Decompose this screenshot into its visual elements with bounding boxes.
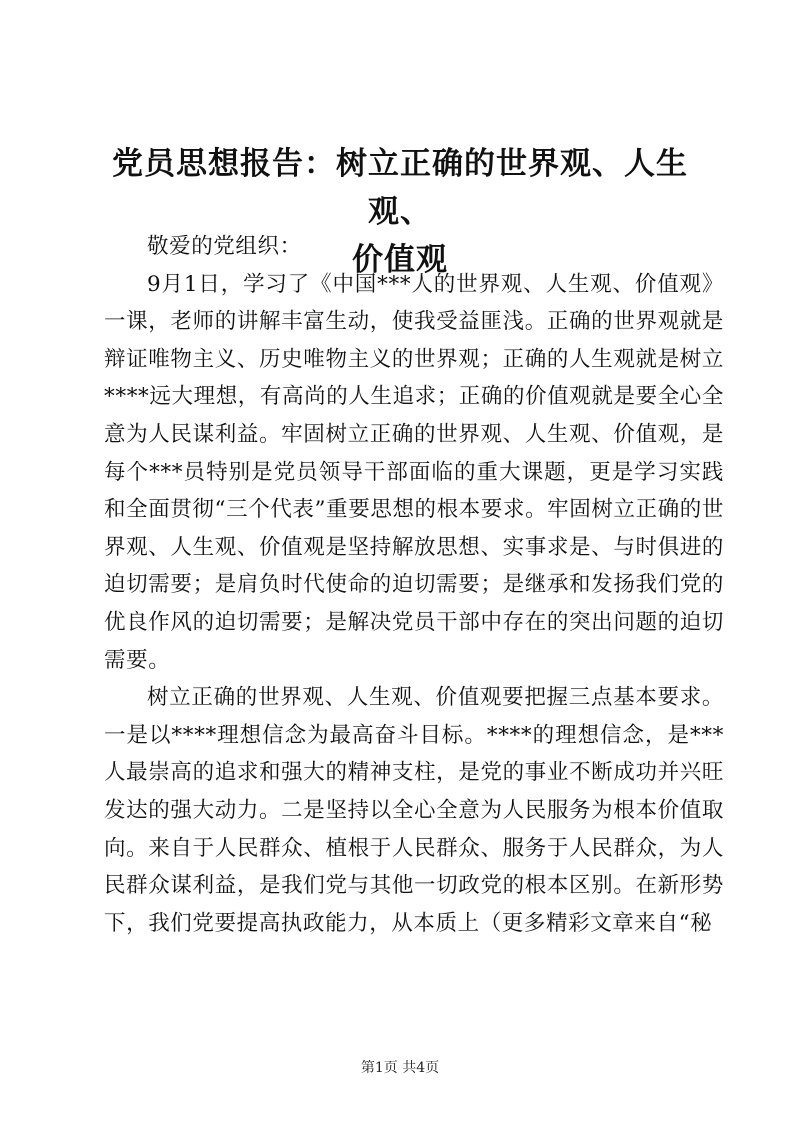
paragraph-2: 树立正确的世界观、人生观、价值观要把握三点基本要求。一是以****理想信念为最高奋斗目标。****的理想信念，是***人最崇高的追求和强大的精神支柱，是党的事业不断成功并兴旺发达的强大动力。二是坚持以全心全意为人民服务为根本价值取向。来自于人民群众、植根于人民群众、服务于人民群众，为人民群众谋利益，是我们党与其他一切政党的根本区别。在新形势下，我们党要提高执政能力，从本质上（更多精彩文章来自“秘: [104, 685, 724, 936]
salutation: 敬爱的党组织：: [147, 234, 302, 259]
title-line-1: 党员思想报告：树立正确的世界观、人生观、: [112, 146, 688, 230]
title-line-2: 价值观: [352, 242, 448, 278]
page-footer: 第1页 共4页: [360, 1060, 440, 1076]
document-body: [104, 228, 724, 942]
paragraph-1: 9月1日，学习了《中国***人的世界观、人生观、价值观》一课，老师的讲解丰富生动，使我受益匪浅。正确的世界观就是辩证唯物主义、历史唯物主义的世界观；正确的人生观就是树立****远大理想，有高尚的人生追求；正确的价值观就是要全心全意为人民谋利益。牢固树立正确的世界观、人生观、价值观，是每个***员特别是党员领导干部面临的重大课题，更是学习实践和全面贯彻“三个代表”重要思想的根本要求。牢固树立正确的世界观、人生观、价值观是坚持解放思想、实事求是、与时俱进的迫切需要；是肩负时代使命的迫切需要；是继承和发扬我们党的优良作风的迫切需要；是解决党员干部中存在的突出问题的迫切需要。: [104, 271, 725, 673]
